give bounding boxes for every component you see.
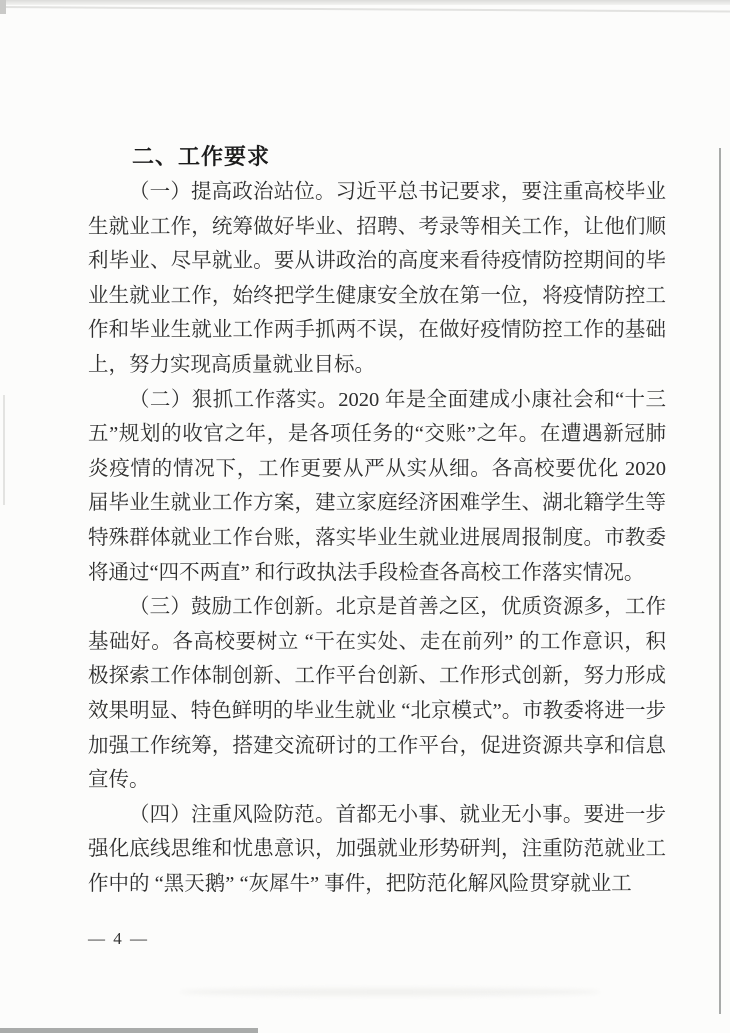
page-number: — 4 — (88, 929, 149, 948)
section-heading: 二、工作要求 (132, 144, 271, 169)
document-content (88, 139, 666, 901)
scan-top-edge (0, 0, 730, 5)
paragraph-2: （二）狠抓工作落实。2020 年是全面建成小康社会和“十三五”规划的收官之年，是各项任务的“交账”之年。在遭遇新冠肺炎疫情的情况下，工作更要从严从实从细。各高校要优化 2020 届毕业生就业工作方案，建立家庭经济困难学生、湖北籍学生等特殊群体就业工作台账，落实毕业生就业进展周报制度。市教委将通过“四不两直” 和行政执法手段检查各高校工作落实情况。 (88, 388, 666, 584)
scan-right-edge-line (719, 148, 721, 1014)
scan-left-smudge (3, 395, 5, 505)
paragraph-1: （一）提高政治站位。习近平总书记要求，要注重高校毕业生就业工作，统筹做好毕业、招聘、考录等相关工作，让他们顺利毕业、尽早就业。要从讲政治的高度来看待疫情防控期间的毕业生就业工作，始终把学生健康安全放在第一位，将疫情防控工作和毕业生就业工作两手抓两不误，在做好疫情防控工作的基础上，努力实现高质量就业目标。 (88, 181, 666, 376)
scan-top-diagonal-line (0, 6, 730, 13)
paragraph-4: （四）注重风险防范。首都无小事、就业无小事。要进一步强化底线思维和忧患意识，加强就业形势研判，注重防范就业工作中的 “黑天鹅” “灰犀牛” 事件，把防范化解风险贯穿就业工 (88, 803, 666, 895)
scan-bottom-edge (0, 1028, 258, 1033)
paper-smudge (180, 988, 600, 996)
paragraph-3: （三）鼓励工作创新。北京是首善之区，优质资源多，工作基础好。各高校要树立 “干在实处、走在前列” 的工作意识，积极探索工作体制创新、工作平台创新、工作形式创新，努力形成效果明显、特色鲜明的毕业生就业 “北京模式”。市教委将进一步加强工作统筹，搭建交流研讨的工作平台，促进资源共享和信息宣传。 (88, 596, 666, 792)
scan-corner-mark (0, 0, 6, 14)
